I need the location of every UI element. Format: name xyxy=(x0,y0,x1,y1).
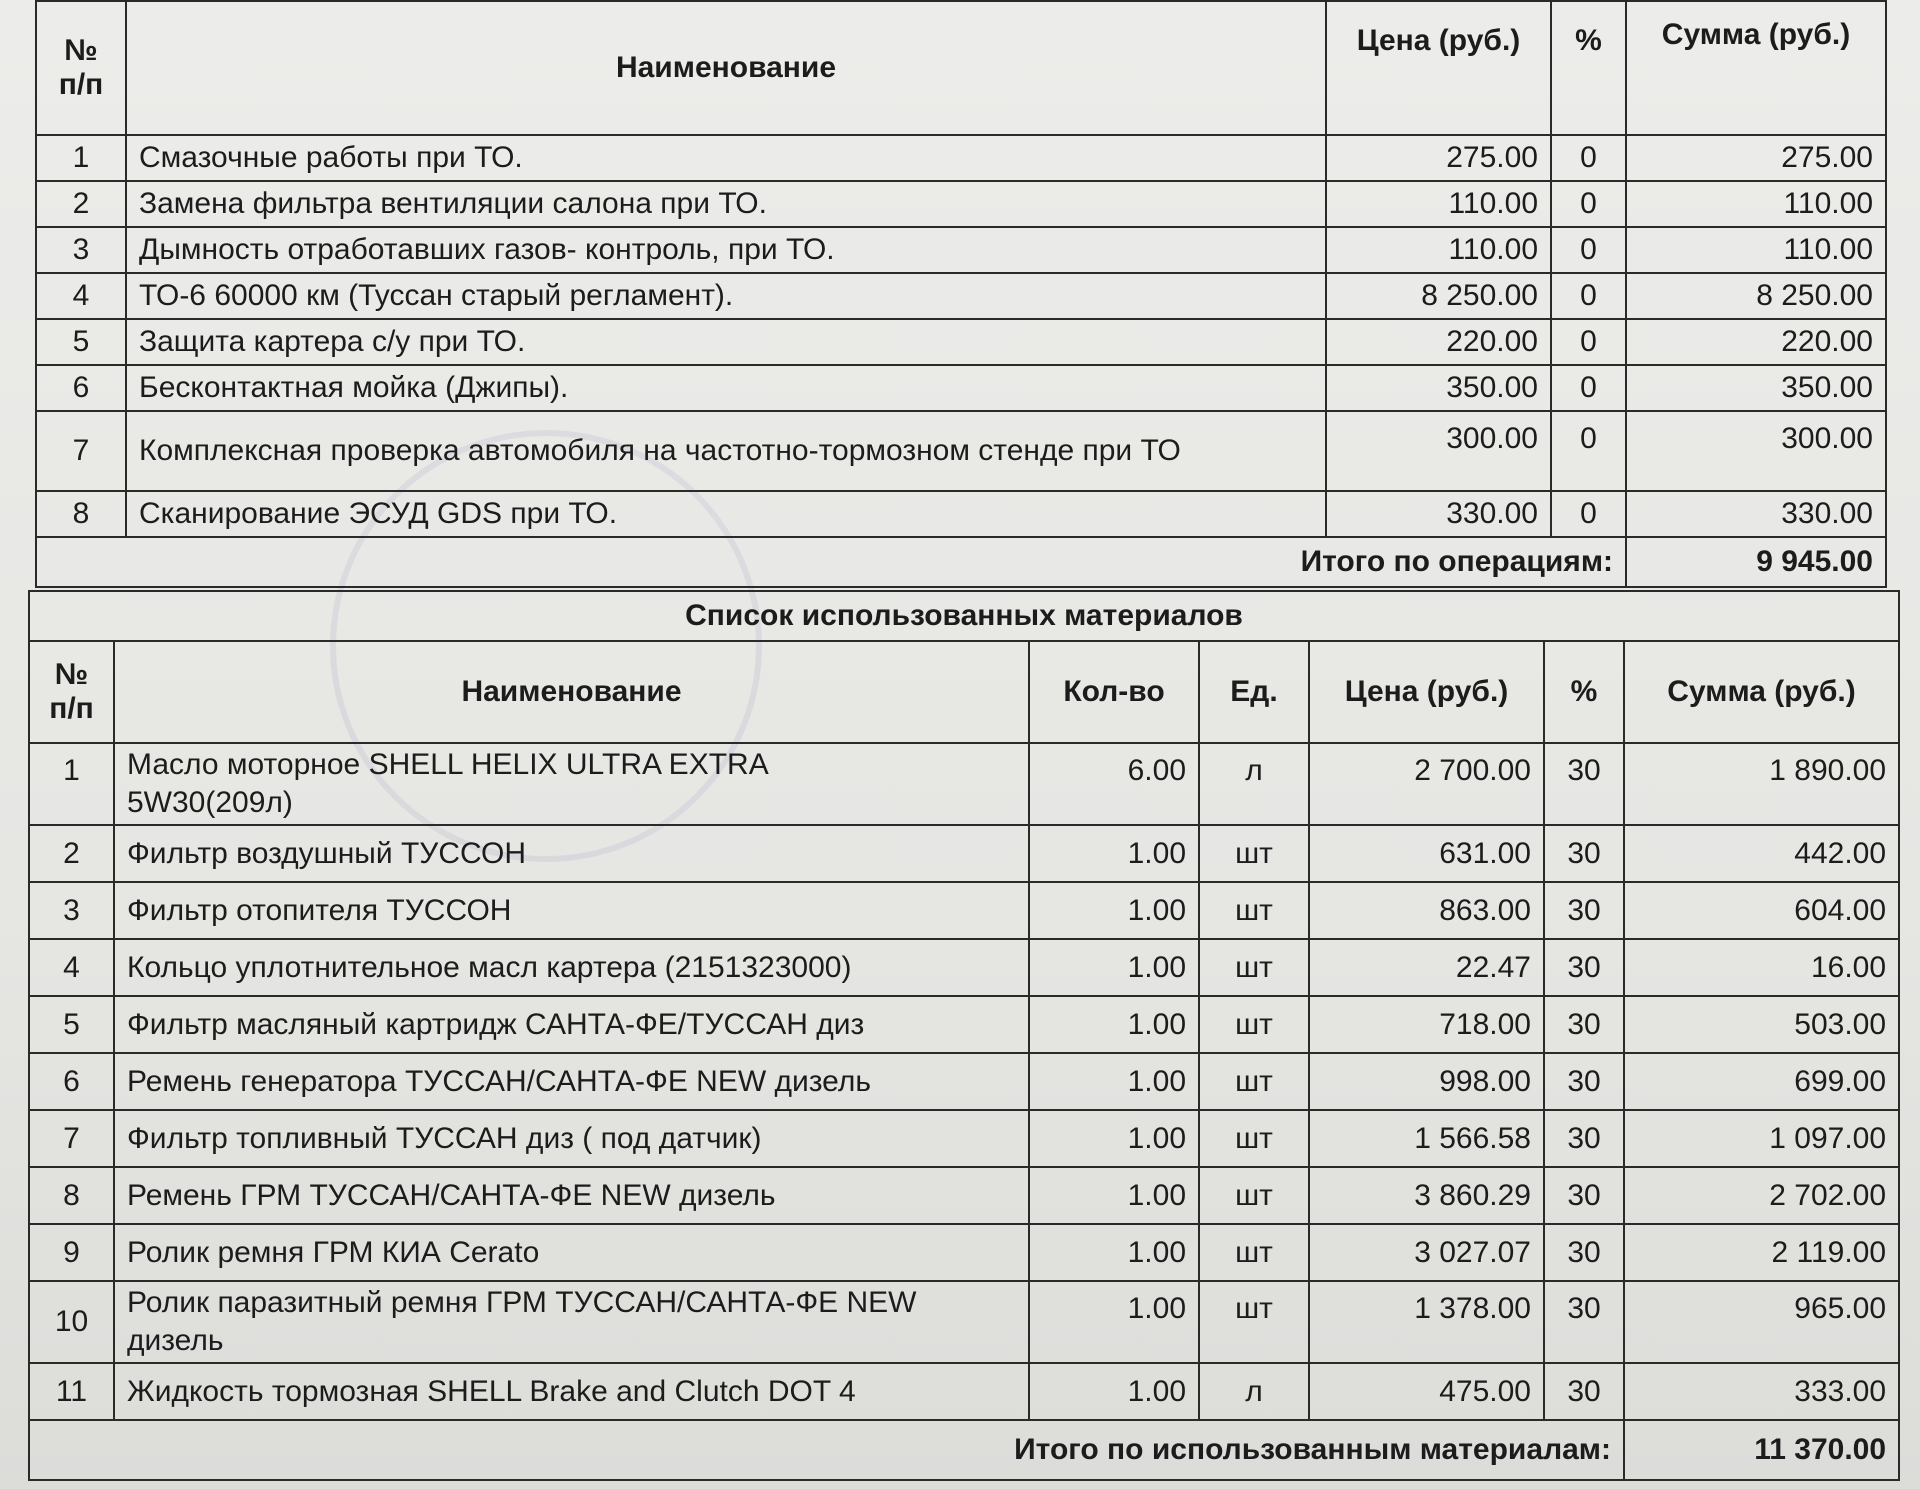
row-qty: 1.00 xyxy=(1029,939,1199,996)
row-percent: 30 xyxy=(1544,1167,1624,1224)
operations-table xyxy=(35,0,1887,588)
row-num: 2 xyxy=(36,181,126,227)
row-name: Замена фильтра вентиляции салона при ТО. xyxy=(126,181,1326,227)
row-percent: 30 xyxy=(1544,743,1624,825)
row-sum: 110.00 xyxy=(1626,181,1886,227)
row-num: 1 xyxy=(29,743,114,825)
header-name: Наименование xyxy=(114,641,1029,743)
row-unit: шт xyxy=(1199,939,1309,996)
table-row xyxy=(29,743,1899,825)
row-sum: 16.00 xyxy=(1624,939,1899,996)
row-num: 5 xyxy=(29,996,114,1053)
row-qty: 1.00 xyxy=(1029,1363,1199,1420)
header-unit: Ед. xyxy=(1199,641,1309,743)
row-num: 7 xyxy=(36,411,126,491)
row-unit: шт xyxy=(1199,1167,1309,1224)
table-row xyxy=(29,825,1899,882)
row-num: 1 xyxy=(36,135,126,181)
table-row xyxy=(29,939,1899,996)
row-unit: шт xyxy=(1199,825,1309,882)
row-num: 9 xyxy=(29,1224,114,1281)
row-unit: шт xyxy=(1199,882,1309,939)
row-name: Ролик паразитный ремня ГРМ ТУССАН/САНТА-ФЕ NEW дизель xyxy=(114,1281,1029,1363)
header-percent: % xyxy=(1544,641,1624,743)
row-sum: 300.00 xyxy=(1626,411,1886,491)
row-name: Жидкость тормозная SHELL Brake and Clutch DOT 4 xyxy=(114,1363,1029,1420)
row-percent: 0 xyxy=(1551,491,1626,537)
row-percent: 30 xyxy=(1544,1281,1624,1363)
row-num: 4 xyxy=(29,939,114,996)
row-price: 1 566.58 xyxy=(1309,1110,1544,1167)
row-name: Защита картера с/у при ТО. xyxy=(126,319,1326,365)
materials-title: Список использованных материалов xyxy=(29,591,1899,641)
row-sum: 220.00 xyxy=(1626,319,1886,365)
row-price: 863.00 xyxy=(1309,882,1544,939)
table-row xyxy=(29,1224,1899,1281)
operations-total-label: Итого по операциям: xyxy=(36,537,1626,587)
table-row xyxy=(36,365,1886,411)
row-num: 10 xyxy=(29,1281,114,1363)
materials-total-label: Итого по использованным материалам: xyxy=(29,1420,1624,1480)
row-qty: 1.00 xyxy=(1029,996,1199,1053)
row-unit: шт xyxy=(1199,1053,1309,1110)
row-unit: л xyxy=(1199,743,1309,825)
row-price: 3 027.07 xyxy=(1309,1224,1544,1281)
row-num: 11 xyxy=(29,1363,114,1420)
materials-total-row xyxy=(29,1420,1899,1480)
table-row xyxy=(36,319,1886,365)
row-sum: 333.00 xyxy=(1624,1363,1899,1420)
row-sum: 1 890.00 xyxy=(1624,743,1899,825)
row-num: 2 xyxy=(29,825,114,882)
row-price: 220.00 xyxy=(1326,319,1551,365)
row-qty: 1.00 xyxy=(1029,825,1199,882)
row-sum: 965.00 xyxy=(1624,1281,1899,1363)
row-name: Бесконтактная мойка (Джипы). xyxy=(126,365,1326,411)
row-price: 2 700.00 xyxy=(1309,743,1544,825)
row-name: Комплексная проверка автомобиля на частотно-тормозном стенде при ТО xyxy=(126,411,1326,491)
table-row xyxy=(29,1281,1899,1363)
row-percent: 0 xyxy=(1551,319,1626,365)
row-qty: 1.00 xyxy=(1029,1224,1199,1281)
row-name: Сканирование ЭСУД GDS при ТО. xyxy=(126,491,1326,537)
row-price: 3 860.29 xyxy=(1309,1167,1544,1224)
row-price: 8 250.00 xyxy=(1326,273,1551,319)
row-price: 631.00 xyxy=(1309,825,1544,882)
row-percent: 30 xyxy=(1544,1110,1624,1167)
header-num: № п/п xyxy=(29,641,114,743)
row-price: 22.47 xyxy=(1309,939,1544,996)
header-sum: Сумма (руб.) xyxy=(1626,1,1886,135)
row-num: 6 xyxy=(36,365,126,411)
row-unit: шт xyxy=(1199,1110,1309,1167)
row-percent: 0 xyxy=(1551,365,1626,411)
row-percent: 30 xyxy=(1544,1363,1624,1420)
row-price: 330.00 xyxy=(1326,491,1551,537)
row-qty: 1.00 xyxy=(1029,1167,1199,1224)
row-percent: 0 xyxy=(1551,135,1626,181)
row-sum: 604.00 xyxy=(1624,882,1899,939)
row-percent: 30 xyxy=(1544,882,1624,939)
row-unit: шт xyxy=(1199,1224,1309,1281)
header-name: Наименование xyxy=(126,1,1326,135)
row-percent: 0 xyxy=(1551,273,1626,319)
row-unit: л xyxy=(1199,1363,1309,1420)
row-percent: 30 xyxy=(1544,939,1624,996)
row-price: 275.00 xyxy=(1326,135,1551,181)
table-row xyxy=(36,273,1886,319)
header-price: Цена (руб.) xyxy=(1309,641,1544,743)
row-price: 998.00 xyxy=(1309,1053,1544,1110)
row-name: Масло моторное SHELL HELIX ULTRA EXTRA 5W30(209л) xyxy=(114,743,1029,825)
row-percent: 30 xyxy=(1544,1224,1624,1281)
row-name: ТО-6 60000 км (Туссан старый регламент). xyxy=(126,273,1326,319)
row-percent: 30 xyxy=(1544,1053,1624,1110)
materials-header-row xyxy=(29,641,1899,743)
row-sum: 275.00 xyxy=(1626,135,1886,181)
row-num: 8 xyxy=(29,1167,114,1224)
row-name: Фильтр отопителя ТУССОН xyxy=(114,882,1029,939)
row-num: 3 xyxy=(36,227,126,273)
table-row xyxy=(36,181,1886,227)
row-sum: 8 250.00 xyxy=(1626,273,1886,319)
row-name: Дымность отработавших газов- контроль, при ТО. xyxy=(126,227,1326,273)
row-name: Ролик ремня ГРМ КИА Cerato xyxy=(114,1224,1029,1281)
header-qty: Кол-во xyxy=(1029,641,1199,743)
row-name: Смазочные работы при ТО. xyxy=(126,135,1326,181)
table-row xyxy=(29,996,1899,1053)
row-unit: шт xyxy=(1199,1281,1309,1363)
row-price: 718.00 xyxy=(1309,996,1544,1053)
table-row xyxy=(36,491,1886,537)
row-num: 5 xyxy=(36,319,126,365)
operations-total-value: 9 945.00 xyxy=(1626,537,1886,587)
row-percent: 0 xyxy=(1551,411,1626,491)
header-price: Цена (руб.) xyxy=(1326,1,1551,135)
header-num: № п/п xyxy=(36,1,126,135)
row-sum: 2 702.00 xyxy=(1624,1167,1899,1224)
operations-header-row xyxy=(36,1,1886,135)
row-qty: 6.00 xyxy=(1029,743,1199,825)
row-price: 475.00 xyxy=(1309,1363,1544,1420)
row-sum: 330.00 xyxy=(1626,491,1886,537)
row-percent: 30 xyxy=(1544,996,1624,1053)
row-num: 8 xyxy=(36,491,126,537)
row-num: 4 xyxy=(36,273,126,319)
row-num: 7 xyxy=(29,1110,114,1167)
row-qty: 1.00 xyxy=(1029,1053,1199,1110)
row-sum: 2 119.00 xyxy=(1624,1224,1899,1281)
row-price: 350.00 xyxy=(1326,365,1551,411)
row-name: Ремень ГРМ ТУССАН/САНТА-ФЕ NEW дизель xyxy=(114,1167,1029,1224)
row-name: Фильтр масляный картридж САНТА-ФЕ/ТУССАН диз xyxy=(114,996,1029,1053)
materials-table xyxy=(28,590,1900,1481)
row-name: Ремень генератора ТУССАН/САНТА-ФЕ NEW дизель xyxy=(114,1053,1029,1110)
row-name: Кольцо уплотнительное масл картера (2151323000) xyxy=(114,939,1029,996)
table-row xyxy=(29,1110,1899,1167)
row-name: Фильтр топливный ТУССАН диз ( под датчик) xyxy=(114,1110,1029,1167)
materials-total-value: 11 370.00 xyxy=(1624,1420,1899,1480)
table-row xyxy=(36,227,1886,273)
row-sum: 350.00 xyxy=(1626,365,1886,411)
row-sum: 699.00 xyxy=(1624,1053,1899,1110)
operations-total-row xyxy=(36,537,1886,587)
row-sum: 110.00 xyxy=(1626,227,1886,273)
table-row xyxy=(29,1363,1899,1420)
row-percent: 0 xyxy=(1551,227,1626,273)
table-row xyxy=(36,135,1886,181)
row-name: Фильтр воздушный ТУССОН xyxy=(114,825,1029,882)
row-percent: 30 xyxy=(1544,825,1624,882)
row-qty: 1.00 xyxy=(1029,882,1199,939)
row-unit: шт xyxy=(1199,996,1309,1053)
header-sum: Сумма (руб.) xyxy=(1624,641,1899,743)
row-sum: 442.00 xyxy=(1624,825,1899,882)
table-row xyxy=(29,1053,1899,1110)
row-qty: 1.00 xyxy=(1029,1281,1199,1363)
table-row xyxy=(29,1167,1899,1224)
row-sum: 1 097.00 xyxy=(1624,1110,1899,1167)
table-row xyxy=(29,882,1899,939)
materials-title-row xyxy=(29,591,1899,641)
row-num: 6 xyxy=(29,1053,114,1110)
row-price: 300.00 xyxy=(1326,411,1551,491)
row-percent: 0 xyxy=(1551,181,1626,227)
row-sum: 503.00 xyxy=(1624,996,1899,1053)
table-row xyxy=(36,411,1886,491)
row-qty: 1.00 xyxy=(1029,1110,1199,1167)
row-price: 1 378.00 xyxy=(1309,1281,1544,1363)
row-price: 110.00 xyxy=(1326,181,1551,227)
row-price: 110.00 xyxy=(1326,227,1551,273)
header-percent: % xyxy=(1551,1,1626,135)
row-num: 3 xyxy=(29,882,114,939)
